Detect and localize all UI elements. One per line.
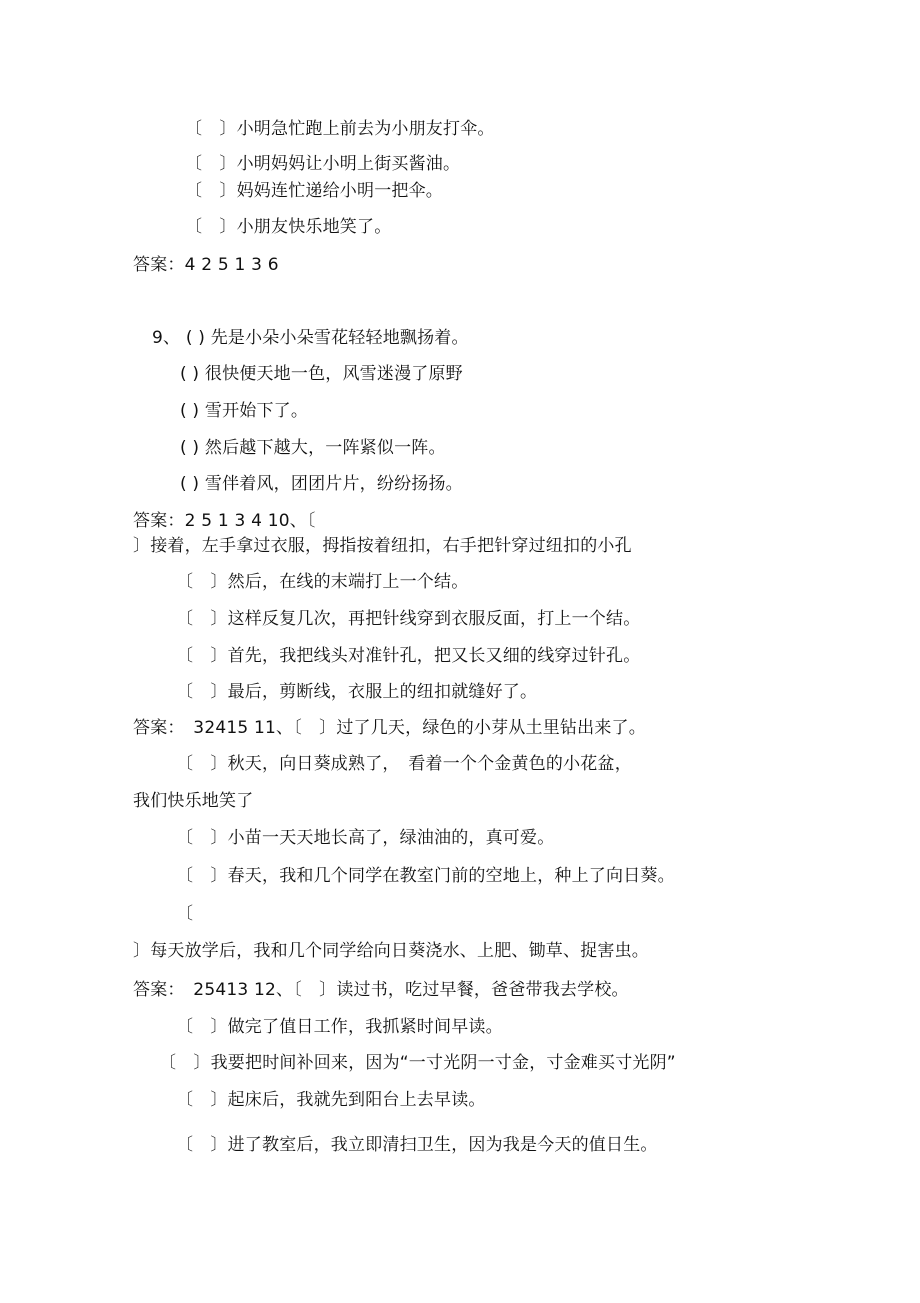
continuation-line: 我们快乐地笑了 [133,791,254,811]
option-line: 〔 〕最后，剪断线，衣服上的纽扣就缝好了。 [176,682,538,702]
option-line: 〔 〕这样反复几次，再把针线穿到衣服反面，打上一个结。 [176,609,641,629]
answer-line: 答案：4 2 5 1 3 6 [133,255,279,275]
option-line: ( ) 雪开始下了。 [180,401,309,421]
answer-line: 答案： 32415 11、〔 〕过了几天，绿色的小芽从土里钻出来了。 [133,718,646,738]
option-line: ( ) 然后越下越大，一阵紧似一阵。 [180,438,446,458]
option-line: 〕接着，左手拿过衣服，拇指按着纽扣，右手把针穿过纽扣的小孔 [133,536,632,556]
answer-line: 答案：2 5 1 3 4 10、〔 [133,511,316,531]
option-line: 〔 〕小明妈妈让小明上街买酱油。 [185,154,461,174]
answer-line: 答案： 25413 12、〔 〕读过书，吃过早餐，爸爸带我去学校。 [133,980,629,1000]
option-line: 〔 〕然后，在线的末端打上一个结。 [176,572,469,592]
option-line: 〔 〕小苗一天天地长高了，绿油油的，真可爱。 [176,828,555,848]
option-line: 〔 〕做完了值日工作，我抓紧时间早读。 [176,1017,503,1037]
option-line: 〔 〕首先，我把线头对准针孔，把又长又细的线穿过针孔。 [176,646,641,666]
option-line: 〔 〕小朋友快乐地笑了。 [185,217,392,237]
option-line: 〔 〕起床后，我就先到阳台上去早读。 [176,1090,486,1110]
question-9-line: 9、 ( ) 先是小朵小朵雪花轻轻地飘扬着。 [152,328,469,348]
option-line: 〔 〕我要把时间补回来，因为“一寸光阴一寸金，寸金难买寸光阴” [159,1053,676,1073]
option-line: 〔 〕进了教室后，我立即清扫卫生，因为我是今天的值日生。 [176,1135,658,1155]
bracket-line: 〔 [176,904,194,924]
option-line: 〔 〕春天，我和几个同学在教室门前的空地上，种上了向日葵。 [176,866,675,886]
option-line: 〕每天放学后，我和几个同学给向日葵浇水、上肥、锄草、捉害虫。 [133,941,649,961]
option-line: ( ) 雪伴着风，团团片片，纷纷扬扬。 [180,474,463,494]
option-line: ( ) 很快便天地一色，风雪迷漫了原野 [180,364,463,384]
option-line: 〔 〕秋天，向日葵成熟了， 看着一个个金黄色的小花盆， [176,754,632,774]
option-line: 〔 〕妈妈连忙递给小明一把伞。 [185,181,443,201]
option-line: 〔 〕小明急忙跑上前去为小朋友打伞。 [185,119,495,139]
